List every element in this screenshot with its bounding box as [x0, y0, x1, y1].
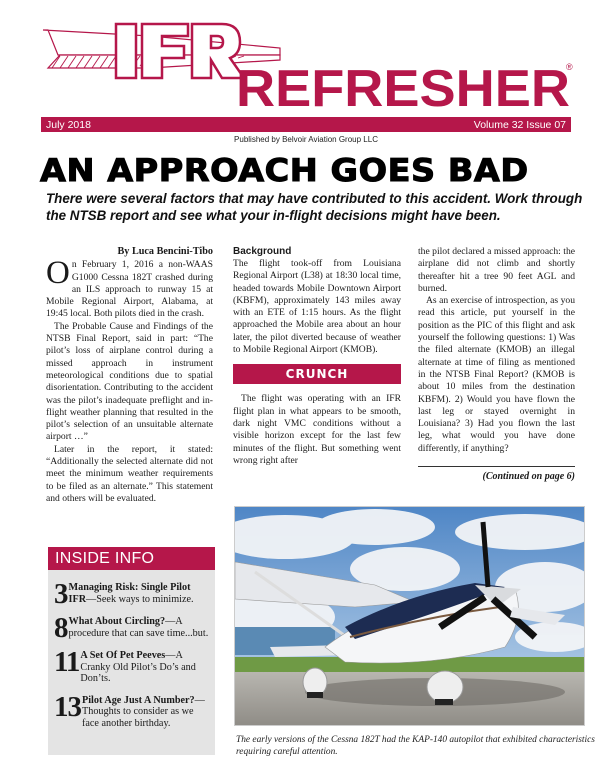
continued-link[interactable]: (Continued on page 6)	[482, 471, 575, 483]
page-number: 8	[54, 612, 68, 644]
publisher-line: Published by Belvoir Aviation Group LLC	[234, 135, 378, 144]
inside-info-box	[48, 547, 215, 755]
photo-caption: The early versions of the Cessna 182T had the KAP-140 autopilot that exhibited characteristics requiring careful attention.	[236, 735, 595, 757]
inside-info-item[interactable]: 11 A Set Of Pet Peeves—A Cranky Old Pilot’s Do’s and Don’ts.	[54, 646, 196, 684]
paragraph: The flight was operating with an IFR flight plan in what appears to be smooth, dark night VMC conditions without a visible horizon except for the last few minutes of the flight. But something went wrong right after	[233, 393, 401, 466]
article-column-2	[233, 246, 401, 467]
issue-date: July 2018	[46, 118, 91, 131]
byline: By Luca Bencini-Tibo	[117, 246, 213, 257]
article-deck: There were several factors that may have contributed to this accident. Work through the NTSB report and see what your in-flight decisions might have been.	[46, 191, 583, 223]
inside-info-item[interactable]: 8 What About Circling?—A procedure that can save time...but.	[54, 612, 209, 644]
paragraph: the pilot declared a missed approach: the airplane did not climb and shortly thereafter hit a tree 90 feet AGL and burned.	[418, 246, 575, 294]
divider	[418, 466, 575, 467]
airplane-image	[235, 507, 585, 726]
page-number: 13	[54, 690, 81, 723]
article-column-1	[46, 246, 213, 505]
section-subhead: Background	[233, 246, 292, 257]
paragraph: As an exercise of introspection, as you read this article, put yourself in the position as the PIC of this flight and ask yourself the following questions: 1) Was the filed alternate (KMOB) an illegal alternate at time of filing as mentioned in the NTSB Final Report? (KMOB is about 10 miles from the destination KBFM). 2) Would you have flown the last leg or stayed overnight in Louisiana? 3) Had you flown the last leg, what would you have done differently, if anything?	[418, 295, 575, 454]
drop-cap: O	[46, 255, 70, 292]
inside-info-item[interactable]: 3 Managing Risk: Single Pilot IFR—Seek ways to minimize.	[54, 578, 194, 610]
issue-date-bar	[41, 117, 571, 132]
article-column-3	[418, 246, 575, 483]
page-number: 3	[54, 578, 68, 610]
paragraph: The Probable Cause and Findings of the NTSB Final Report, said in part: “The pilot’s loss of airplane control during a missed approach in instrument meteorological conditions due to spatial disorientation. Contributing to the accident was the pilot’s inadequate preflight and in-flight weather planning that resulted in the pilot’s selection of an unsuitable alternate airport …”	[46, 320, 213, 443]
paragraph: On February 1, 2016 a non-WAAS G1000 Cessna 182T crashed during an ILS approach to runway 15 at Mobile Regional Airport, Alabama, at 19:45 local. Both pilots died in the crash.	[46, 255, 213, 320]
paragraph: The flight took-off from Louisiana Regional Airport (L38) at 18:30 local time, headed towards Mobile Downtown Airport (KBFM), approximately 143 miles away with an ETE of 1:15 hours. As the flight approached the Mobile area about an hour later, the pilot diverted because of weather to Mobile Regional Airport (KMOB).	[233, 258, 401, 356]
article-headline: AN APPROACH GOES BAD	[40, 153, 529, 189]
cessna-photo	[234, 506, 585, 726]
svg-text:®: ®	[566, 62, 573, 72]
inside-info-title: INSIDE INFO	[48, 547, 215, 570]
issue-volume: Volume 32 Issue 07	[473, 118, 566, 131]
page-number: 11	[54, 646, 80, 678]
ifr-refresher-logo	[40, 22, 580, 112]
svg-text:REFRESHER: REFRESHER	[236, 60, 570, 112]
inside-info-item[interactable]: 13 Pilot Age Just A Number?—Thoughts to consider as we face another birthday.	[54, 690, 205, 729]
paragraph: Later in the report, it stated: “Additionally the selected alternate did not meet the minimum weather requirements to be filed as an alternate.” This statement and others will be evaluated.	[46, 443, 213, 504]
masthead	[0, 0, 612, 144]
section-banner-crunch: CRUNCH	[233, 364, 401, 384]
